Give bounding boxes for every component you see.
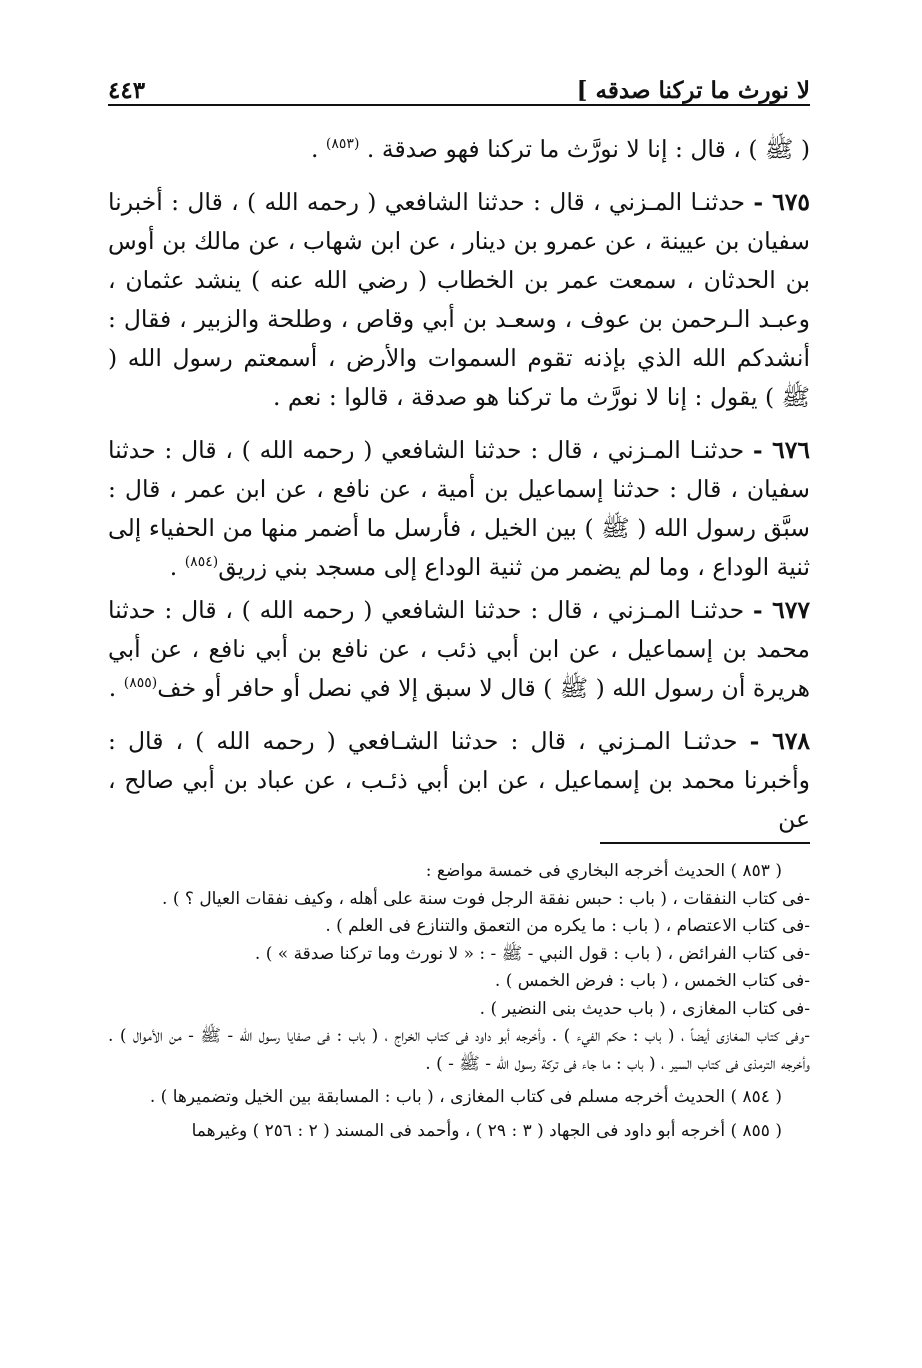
main-text	[108, 130, 810, 839]
footnote-853-line: -فى كتاب الفرائض ، ( باب : قول النبي - ﷺ - : « لا نورث وما تركنا صدقة » ) .	[254, 943, 810, 964]
paragraph-end: .	[108, 674, 124, 702]
paragraph-text: ( ﷺ ) ، قال : إنا لا نورَّث ما تركنا فهو صدقة .	[366, 135, 810, 163]
footnote-separator	[600, 842, 810, 844]
footnote-853-head: ( ٨٥٣ ) الحديث أخرجه البخاري فى خمسة مواضع :	[425, 861, 782, 881]
footnote-ref-855: (٨٥٥)	[123, 675, 158, 692]
hadith-number: ٦٧٥ -	[753, 188, 810, 216]
paragraph-end: .	[310, 135, 326, 163]
footnote-853-line: -وفى كتاب المغازى أيضاً ، ( باب : حكم الفيء ) . وأخرجه أبو داود فى كتاب الخراج ، ( باب : فى صفايا رسول الله - ﷺ - من الأموال ) . وأخرجه الترمذى فى كتاب السير ، ( باب : ما جاء فى تركة رسول الله - ﷺ - ) .	[108, 1026, 810, 1074]
hadith-text: حدثنـا المـزني ، قال : حدثنا الشافعي ( رحمه الله ) ، قال : أخبرنا سفيان بن عيينة ، عن عمرو بن دينار ، عن ابن شهاب ، عن مالك بن أوس بن الحدثان ، سمعت عمر بن الخطاب ( رضي الله عنه ) ينشد عثمان ، وعبـد الـرحمن بن عوف ، وسعـد بن أبي وقاص ، وطلحة والزبير ، فقال : أنشدكم الله الذي بإذنه تقوم السموات والأرض ، أسمعتم رسول الله ( ﷺ ) يقول : إنا لا نورَّث ما تركنا هو صدقة ، قالوا : نعم .	[108, 188, 810, 411]
hadith-number: ٦٧٧ -	[752, 596, 811, 624]
hadith-text: حدثنـا المـزني ، قال : حدثنا الشـافعي ( رحمه الله ) ، قال : وأخبرنا محمد بن إسماعيل ، عن ابن أبي ذئـب ، عن عباد بن أبي صالح ، عن	[108, 727, 810, 833]
hadith-number: ٦٧٦ -	[752, 436, 811, 464]
footnote-854: ( ٨٥٤ ) الحديث أخرجه مسلم فى كتاب المغازى ، ( باب : المسابقة بين الخيل وتضميرها ) .	[149, 1087, 782, 1107]
running-header	[108, 64, 810, 106]
hadith-677	[108, 591, 810, 708]
hadith-text: حدثنـا المـزني ، قال : حدثنا الشافعي ( رحمه الله ) ، قال : حدثنا محمد بن إسماعيل ، عن ابن أبي ذئب ، عن نافع بن أبي نافع ، عن أبي هريرة أن رسول الله ( ﷺ ) قال لا سبق إلا في نصل أو حافر أو خف	[108, 596, 810, 702]
footnotes	[108, 858, 810, 1145]
paragraph-continuation	[108, 130, 810, 169]
hadith-678	[108, 722, 810, 839]
hadith-number: ٦٧٨ -	[749, 727, 810, 755]
hadith-text: حدثنـا المـزني ، قال : حدثنا الشافعي ( رحمه الله ) ، قال : حدثنا سفيان ، قال : حدثنا إسماعيل بن أمية ، عن نافع ، عن ابن عمر ، قال : سبَّق رسول الله ( ﷺ ) بين الخيل ، فأرسل ما أضمر منها من الحفياء إلى ثنية الوداع ، وما لم يضمر من ثنية الوداع إلى مسجد بني زريق	[108, 436, 810, 581]
footnote-ref-854: (٨٥٤)	[184, 554, 219, 571]
footnote-855: ( ٨٥٥ ) أخرجه أبو داود فى الجهاد ( ٣ : ٢٩ ) ، وأحمد فى المسند ( ٢ : ٢٥٦ ) وغيرهما	[191, 1120, 782, 1141]
footnote-853-line: -فى كتاب النفقات ، ( باب : حبس نفقة الرجل فوت سنة على أهله ، وكيف نفقات العيال ؟ ) .	[162, 888, 810, 909]
chapter-title: لا نورث ما تركنا صدقه ]	[576, 77, 810, 104]
hadith-676	[108, 431, 810, 587]
footnote-853-line: -فى كتاب الاعتصام ، ( باب : ما يكره من التعمق والتنازع فى العلم ) .	[325, 916, 810, 936]
footnote-853-line: -فى كتاب المغازى ، ( باب حديث بنى النضير ) .	[479, 998, 810, 1019]
footnote-ref-853: (٨٥٣)	[325, 136, 360, 153]
page-number: ٤٤٣	[108, 77, 146, 104]
paragraph-end: .	[169, 553, 185, 581]
hadith-675	[108, 183, 810, 417]
footnote-853-line: -فى كتاب الخمس ، ( باب : فرض الخمس ) .	[494, 971, 810, 991]
